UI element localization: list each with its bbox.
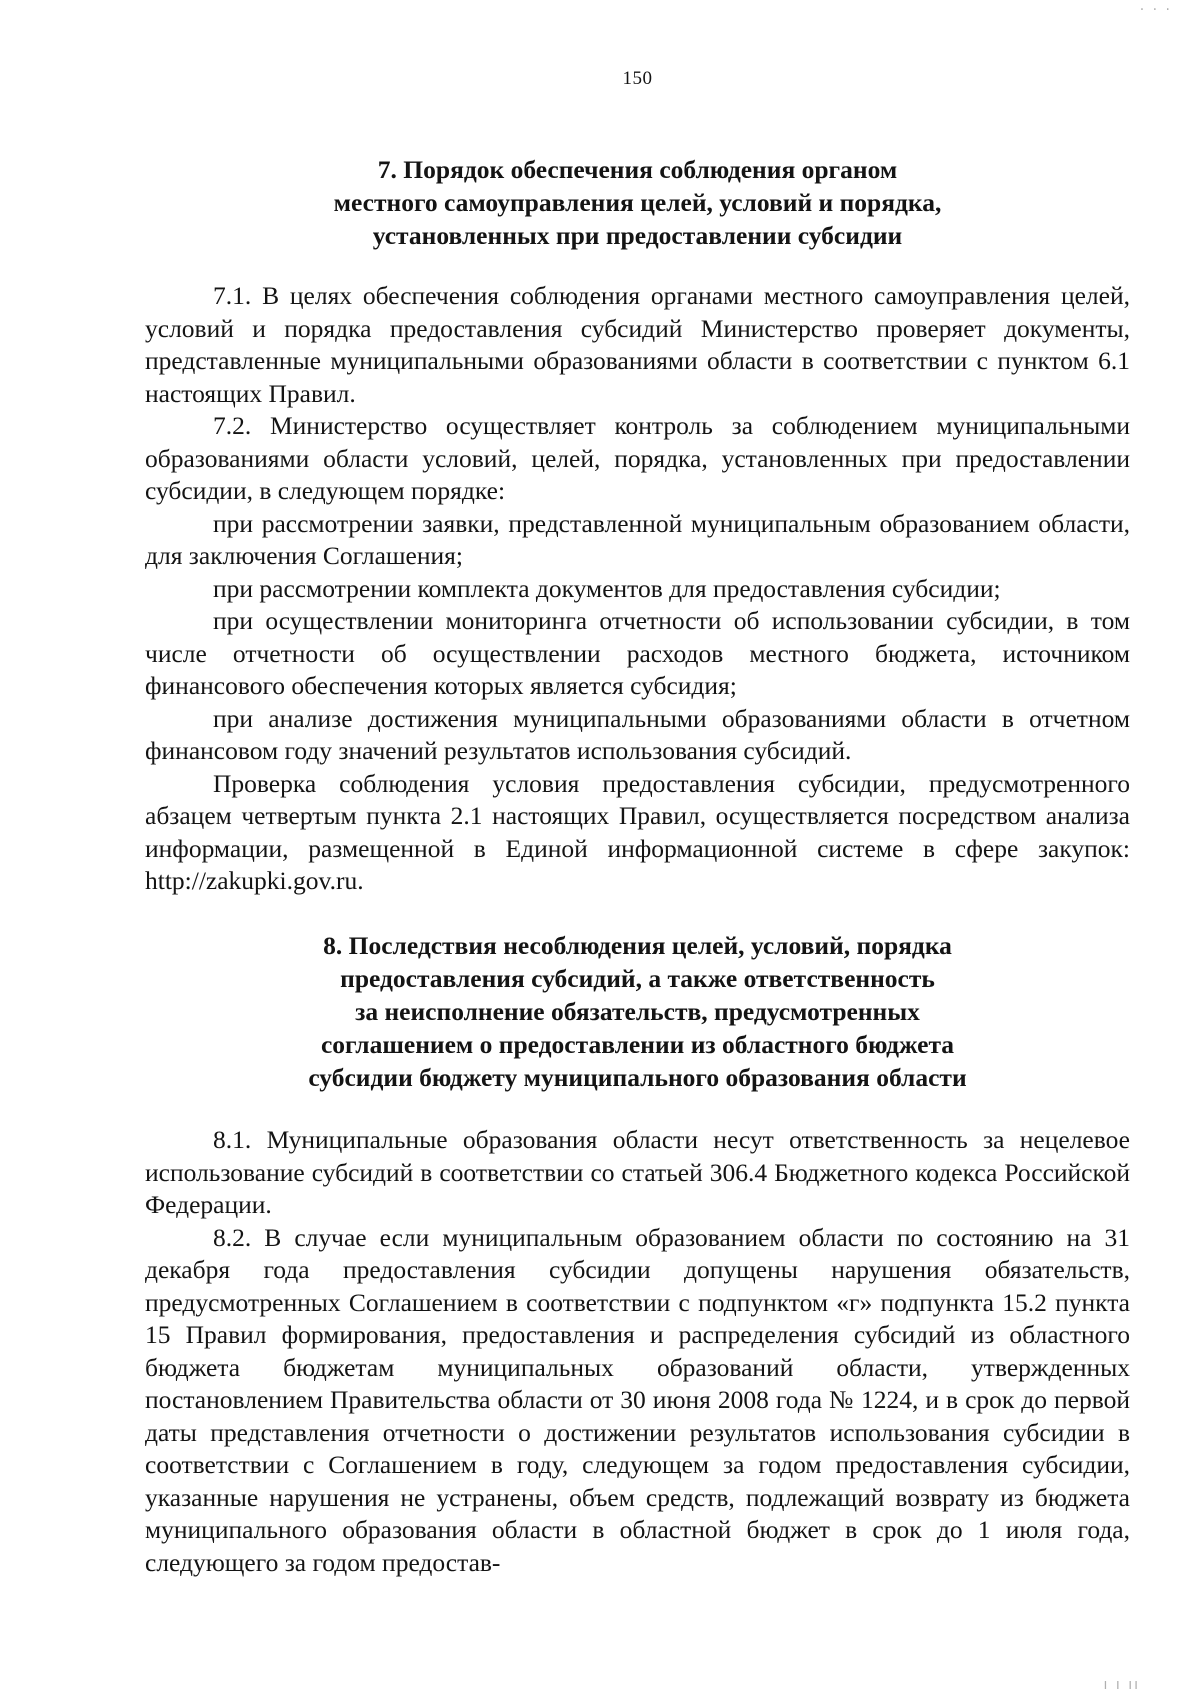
section-8-heading-line: 8. Последствия несоблюдения целей, условий, порядка bbox=[323, 931, 952, 960]
page-number: 150 bbox=[622, 68, 653, 89]
paragraph-8-1: 8.1. Муниципальные образования области несут ответственность за нецелевое использование субсидий в соответствии со статьей 306.4 Бюджетного кодекса Российской Федерации. bbox=[145, 1125, 1130, 1219]
list-item-reporting-monitoring: при осуществлении мониторинга отчетности об использовании субсидии, в том числе отчетности об осуществлении расходов местного бюджета, источником финансового обеспечения которых является субсидия; bbox=[145, 606, 1130, 700]
list-item-results-analysis: при анализе достижения муниципальными образованиями области в отчетном финансовом году значений результатов использования субсидий. bbox=[145, 703, 1130, 765]
section-7-heading bbox=[145, 153, 1130, 252]
section-7-body bbox=[145, 280, 1130, 898]
section-8-heading-line: предоставления субсидий, а также ответственность bbox=[340, 964, 935, 993]
section-8-heading-line: за неисполнение обязательств, предусмотренных bbox=[355, 997, 920, 1026]
paragraph-7-2: 7.2. Министерство осуществляет контроль за соблюдением муниципальными образованиями области условий, целей, порядка, установленных при предоставлении субсидии, в следующем порядке: bbox=[145, 411, 1130, 505]
section-8-heading bbox=[145, 929, 1130, 1094]
section-8-heading-line: соглашением о предоставлении из областного бюджета bbox=[320, 1030, 955, 1059]
scan-edge-mark-bottom: ı ı ıı bbox=[1103, 1677, 1140, 1693]
section-7-heading-line: местного самоуправления целей, условий и порядка, bbox=[333, 188, 942, 217]
section-8-heading-line: субсидии бюджету муниципального образования области bbox=[308, 1063, 967, 1092]
paragraph-8-2: 8.2. В случае если муниципальным образованием области по состоянию на 31 декабря года предоставления субсидии допущены нарушения обязательств, предусмотренных Соглашением в соответствии с подпунктом «г» подпункта 15.2 пункта 15 Правил формирования, предоставления и распределения субсидий из областного бюджета бюджетам муниципальных образований области, утвержденных постановлением Правительства области от 30 июня 2008 года № 1224, и в срок до первой даты представления отчетности о достижении результатов использования субсидии в соответствии с Соглашением в году, следующем за годом предоставления субсидии, указанные нарушения не устранены, объем средств, подлежащий возврату из бюджета муниципального образования области в областной бюджет в срок до 1 июля года, следующего за годом предостав- bbox=[145, 1222, 1130, 1577]
list-item-application-review: при рассмотрении заявки, представленной муниципальным образованием области, для заключения Соглашения; bbox=[145, 508, 1130, 570]
section-8-body bbox=[145, 1124, 1130, 1579]
scan-edge-mark-top: · · · bbox=[1139, 2, 1172, 18]
paragraph-7-1: 7.1. В целях обеспечения соблюдения органами местного самоуправления целей, условий и порядка предоставления субсидий Министерство проверяет документы, представленные муниципальными образованиями области в соответствии с пунктом 6.1 настоящих Правил. bbox=[145, 281, 1130, 408]
list-item-documents-review: при рассмотрении комплекта документов для предоставления субсидии; bbox=[213, 573, 1001, 603]
section-7-heading-line: установленных при предоставлении субсидии bbox=[372, 221, 903, 250]
section-7-heading-line: 7. Порядок обеспечения соблюдения органом bbox=[377, 155, 898, 184]
paragraph-procurement-check: Проверка соблюдения условия предоставления субсидии, предусмотренного абзацем четвертым пункта 2.1 настоящих Правил, осуществляется посредством анализа информации, размещенной в Единой информационной системе в сфере закупок: http://zakupki.gov.ru. bbox=[145, 768, 1130, 895]
